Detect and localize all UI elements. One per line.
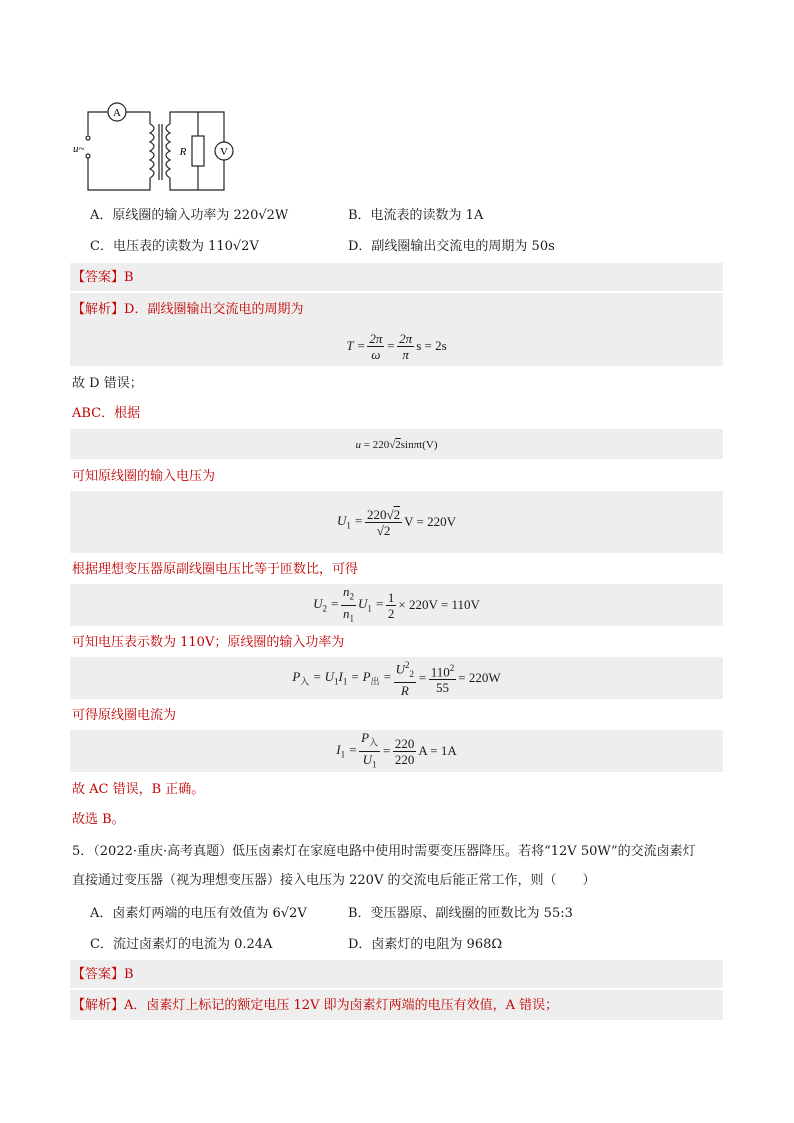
q4-line2: ABC．根据 bbox=[72, 406, 141, 421]
q4-option-b: B．电流表的读数为 1A bbox=[348, 208, 484, 223]
q4-option-c: C．电压表的读数为 110√2V bbox=[90, 239, 259, 254]
q4-line7: 故 AC 错误，B 正确。 bbox=[72, 782, 205, 797]
q5-option-b: B．变压器原、副线圈的匝数比为 55:3 bbox=[348, 906, 573, 921]
q5-stem-line1: 5．（2022·重庆·高考真题）低压卤素灯在家庭电路中使用时需要变压器降压。若将“12V 50W”的交流卤素灯 bbox=[72, 844, 696, 859]
q4-eq2: u = 220√2sinπt(V) bbox=[355, 439, 438, 451]
q4-answer-box bbox=[70, 263, 723, 291]
q5-stem-line2: 直接通过变压器（视为理想变压器）接入电压为 220V 的交流电后能正常工作，则（ ） bbox=[72, 873, 596, 888]
q5-analysis-label: 【解析】 bbox=[72, 998, 125, 1013]
ammeter-label: A bbox=[113, 107, 121, 119]
q4-line6: 可得原线圈电流为 bbox=[72, 708, 177, 723]
q4-eq3: $U_1$ = $\frac{220√2}{√2}$ V = 220V bbox=[337, 506, 456, 538]
q5-analysis-line bbox=[72, 998, 558, 1014]
q4-eq5: $P_入 = U_1I_1 = P_出$ = $\frac{U^2_2}{R}$ = $\frac{110^2}{55}$ = 220W bbox=[292, 660, 501, 698]
source-label: u~ bbox=[73, 143, 85, 155]
q4-eq4: $U_2$ = $\frac{n_2}{n_1}$ $U_1$ = $\frac{1}{2}$ × 220V = 110V bbox=[313, 583, 480, 624]
voltmeter-label: V bbox=[220, 146, 228, 158]
q4-answer: 【答案】B bbox=[72, 270, 134, 285]
q4-option-d: D．副线圈输出交流电的周期为 50s bbox=[348, 239, 555, 254]
q4-line1: 故 D 错误； bbox=[72, 376, 143, 391]
q4-analysis-label: 【解析】 bbox=[72, 302, 125, 317]
q4-eq1: T = $\frac{2\pi}{\omega}$ = $\frac{2\pi}{\pi}$ s = 2s bbox=[346, 330, 447, 362]
q4-line5: 可知电压表示数为 110V；原线圈的输入功率为 bbox=[72, 635, 345, 650]
transformer-circuit-diagram bbox=[70, 100, 250, 195]
q5-option-a: A．卤素灯两端的电压有效值为 6√2V bbox=[90, 906, 307, 921]
q5-analysis-text: A．卤素灯上标记的额定电压 12V 即为卤素灯两端的电压有效值，A 错误； bbox=[124, 998, 559, 1013]
q4-analysis-line bbox=[72, 302, 303, 318]
q5-option-c: C．流过卤素灯的电流为 0.24A bbox=[90, 937, 273, 952]
q4-line3: 可知原线圈的输入电压为 bbox=[72, 469, 216, 484]
q5-option-d: D．卤素灯的电阻为 968Ω bbox=[348, 937, 503, 952]
q4-line4: 根据理想变压器原副线圈电压比等于匝数比，可得 bbox=[72, 562, 359, 577]
q5-answer-box bbox=[70, 960, 723, 988]
q4-analysis-text: D．副线圈输出交流电的周期为 bbox=[124, 302, 304, 317]
resistor-label: R bbox=[179, 146, 187, 158]
q4-line8: 故选 B。 bbox=[72, 812, 125, 827]
q4-eq6: $I_1$ = $\frac{P_入}{U_1}$ = $\frac{220}{220}$ A = 1A bbox=[336, 729, 457, 770]
q5-answer: 【答案】B bbox=[72, 967, 134, 982]
q4-option-a: A．原线圈的输入功率为 220√2W bbox=[90, 208, 289, 223]
